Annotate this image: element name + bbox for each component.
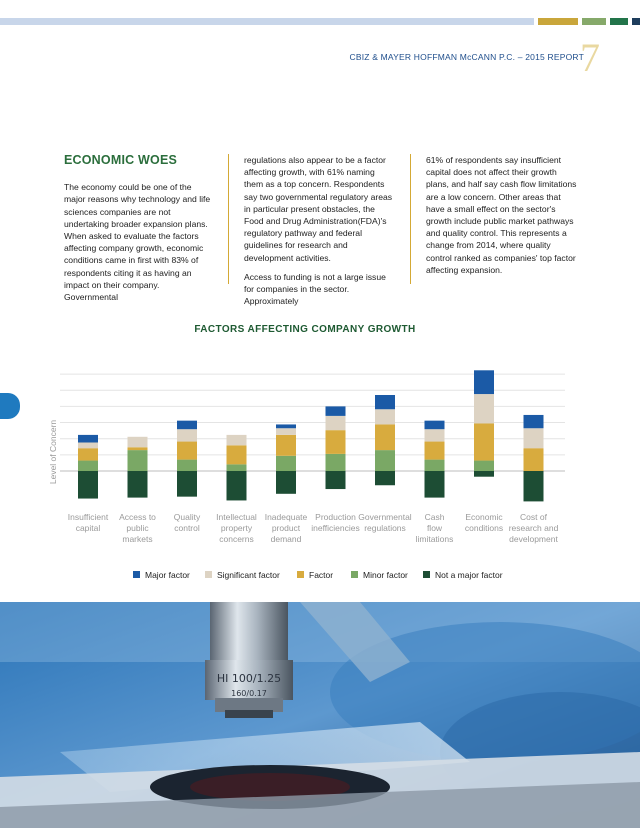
top-bar-light-segment (0, 18, 534, 25)
bar-segment-not_major (375, 471, 395, 485)
bar-segment-significant (276, 428, 296, 435)
bar-segment-significant (128, 437, 148, 447)
bar-segment-factor (524, 448, 544, 471)
bar-segment-minor (474, 461, 494, 471)
legend-item (205, 570, 280, 580)
legend-label: Not a major factor (435, 570, 503, 580)
legend-item (133, 570, 190, 580)
article-paragraph-4: 61% of respondents say insufficient capital does not affect their growth plans, and half say cash flow limitations are a low concern. Other areas that have a small effect on the sector's growth include public market pathways and quality control. This represents a change from 2014, where quality control ranked as companies' top factor affecting expansion. (426, 155, 577, 275)
bar-segment-not_major (276, 471, 296, 494)
x-tick-label: regulations (364, 523, 406, 533)
stacked-bar-chart (0, 340, 600, 555)
x-tick-label: Insufficient (67, 512, 109, 522)
x-tick-label: Governmental (358, 512, 412, 522)
article-paragraph-2: regulations also appear to be a factor affecting growth, with 61% naming them as a top concern. Respondents say two governmental regulatory areas in particular present obstacles, the Food and Drug Administration(FDA)'s regulatory pathway and federal guidelines for research and development activities. (244, 155, 393, 263)
legend-swatch (423, 571, 430, 578)
x-tick-label: conditions (464, 523, 504, 533)
top-accent-bar (0, 18, 640, 25)
legend-label: Factor (309, 570, 334, 580)
legend-swatch (351, 571, 358, 578)
section-heading: ECONOMIC WOES (64, 153, 178, 167)
x-tick-label: limitations (415, 534, 454, 544)
bar-segment-major (524, 415, 544, 428)
x-tick-label: Access to (119, 512, 156, 522)
legend-label: Minor factor (363, 570, 408, 580)
bar-segment-significant (326, 416, 346, 430)
legend-swatch (133, 571, 140, 578)
x-tick-label: capital (75, 523, 101, 533)
top-bar-green-segment (582, 18, 606, 25)
bar-segment-significant (425, 429, 445, 441)
bar-segment-factor (326, 430, 346, 454)
bar-segment-not_major (474, 471, 494, 477)
x-tick-label: Intellectual (216, 512, 257, 522)
bar-segment-significant (524, 428, 544, 448)
bar-segment-major (326, 406, 346, 416)
bar-segment-significant (227, 435, 247, 445)
bar-segment-major (177, 421, 197, 430)
bar-segment-minor (375, 450, 395, 471)
bar-segment-not_major (524, 471, 544, 501)
x-tick-label: Cost of (520, 512, 547, 522)
article-paragraph-3: Access to funding is not a large issue for companies in the sector. Approximately (244, 271, 386, 307)
bar-segment-minor (177, 460, 197, 471)
bar-segment-not_major (227, 471, 247, 500)
y-axis-label: Level of Concern (48, 419, 58, 485)
bar-segment-factor (425, 442, 445, 460)
x-tick-label: demand (270, 534, 302, 544)
x-tick-label: control (174, 523, 200, 533)
article-paragraph-1: The economy could be one of the major reasons why technology and life sciences companies are not undertaking broader expansion plans. When asked to evaluate the factors affecting company growth, economic conditions came in first with 83% of respondents citing it as having an impact on their company. Governmental (64, 182, 211, 303)
article-column-1 (64, 154, 212, 310)
bar-segment-factor (227, 445, 247, 464)
column-divider-1 (228, 154, 229, 284)
article-column-3 (426, 154, 578, 283)
x-tick-label: Economic (465, 512, 503, 522)
top-bar-darkgreen-segment (610, 18, 628, 25)
bar-segment-significant (177, 429, 197, 441)
bar-segment-factor (474, 424, 494, 461)
page-number: 7 (580, 35, 600, 80)
objective-label-1: HI 100/1.25 (216, 672, 282, 685)
microscope-photo (0, 602, 640, 828)
x-tick-label: development (509, 534, 558, 544)
report-header: CBIZ & MAYER HOFFMAN McCANN P.C. – 2015 REPORT (349, 52, 584, 62)
x-tick-label: property (220, 523, 253, 533)
bar-segment-factor (128, 447, 148, 450)
bar-segment-not_major (326, 471, 346, 489)
x-tick-label: public (126, 523, 149, 533)
objective-label-2: 160/0.17 (231, 689, 267, 698)
article-columns (64, 153, 578, 307)
x-tick-label: Inadequate (264, 512, 308, 522)
article-column-2 (244, 154, 394, 314)
bar-segment-not_major (425, 471, 445, 498)
bar-segment-minor (227, 464, 247, 471)
x-tick-label: product (271, 523, 301, 533)
x-tick-label: flow (426, 523, 443, 533)
microscope-illustration (0, 602, 640, 828)
x-tick-label: inefficiencies (311, 523, 360, 533)
bar-segment-factor (78, 448, 98, 460)
bar-segment-minor (326, 454, 346, 471)
bar-segment-minor (128, 450, 148, 471)
legend-item (297, 570, 333, 580)
legend-label: Major factor (145, 570, 190, 580)
bar-segment-major (375, 395, 395, 409)
bar-segment-minor (276, 456, 296, 471)
legend-label: Significant factor (217, 570, 280, 580)
bar-segment-significant (375, 409, 395, 424)
top-bar-navy-segment (632, 18, 640, 25)
top-bar-gold-segment (538, 18, 578, 25)
x-tick-label: Cash (424, 512, 445, 522)
x-tick-label: concerns (219, 534, 254, 544)
legend-item (351, 570, 408, 580)
bar-segment-factor (375, 424, 395, 450)
bar-segment-not_major (78, 471, 98, 499)
bar-segment-major (425, 421, 445, 430)
legend-item (423, 570, 503, 580)
bar-segment-minor (78, 461, 98, 471)
x-tick-label: research and (508, 523, 559, 533)
bar-segment-not_major (177, 471, 197, 497)
bar-segment-not_major (128, 471, 148, 498)
bar-segment-significant (474, 394, 494, 423)
objective-lens (210, 602, 288, 662)
bar-segment-major (474, 370, 494, 394)
legend-swatch (297, 571, 304, 578)
chart-title: FACTORS AFFECTING COMPANY GROWTH (194, 324, 416, 335)
bar-segment-major (276, 424, 296, 428)
bar-segment-significant (78, 443, 98, 449)
legend-swatch (205, 571, 212, 578)
bar-segment-minor (425, 460, 445, 471)
bar-segment-factor (276, 435, 296, 456)
x-tick-label: Production (315, 512, 356, 522)
column-divider-2 (410, 154, 411, 284)
x-tick-label: Quality (173, 512, 201, 522)
bar-segment-factor (177, 442, 197, 460)
bar-segment-major (78, 435, 98, 443)
x-tick-label: markets (122, 534, 153, 544)
